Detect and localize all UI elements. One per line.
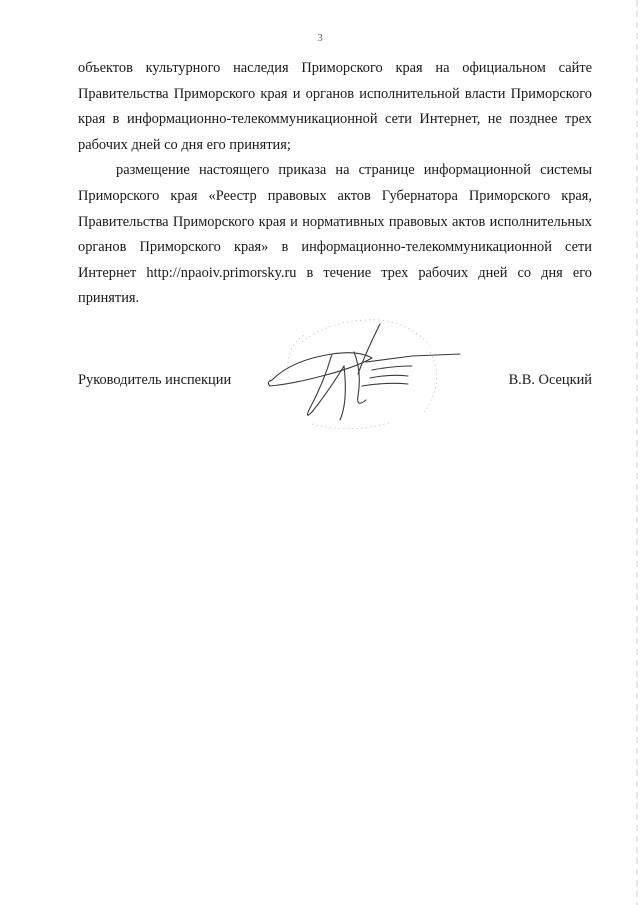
signer-position: Руководитель инспекции [78,372,232,388]
paragraph-1: объектов культурного наследия Приморского края на официальном сайте Правительства Приморского края и органов исполнительной власти Приморского края в информационно-телекоммуникационной сети Интернет, не позднее трех рабочих дней со дня его принятия; [78,60,592,153]
signer-name: В.В. Осецкий [508,372,592,388]
page-number: 3 [317,32,323,44]
signature-row [78,368,592,392]
document-body [78,56,592,312]
scan-edge [636,0,638,905]
paragraph-2: размещение настоящего приказа на странице информационной системы Приморского края «Реестр правовых актов Губернатора Приморского края, Правительства Приморского края и нормативных правовых актов исполнительных органов Приморского края» в информационно-телекоммуникационной сети Интернет http://npaoiv.primorsky.ru в течение трех рабочих дней со дня его принятия. [78,162,592,307]
